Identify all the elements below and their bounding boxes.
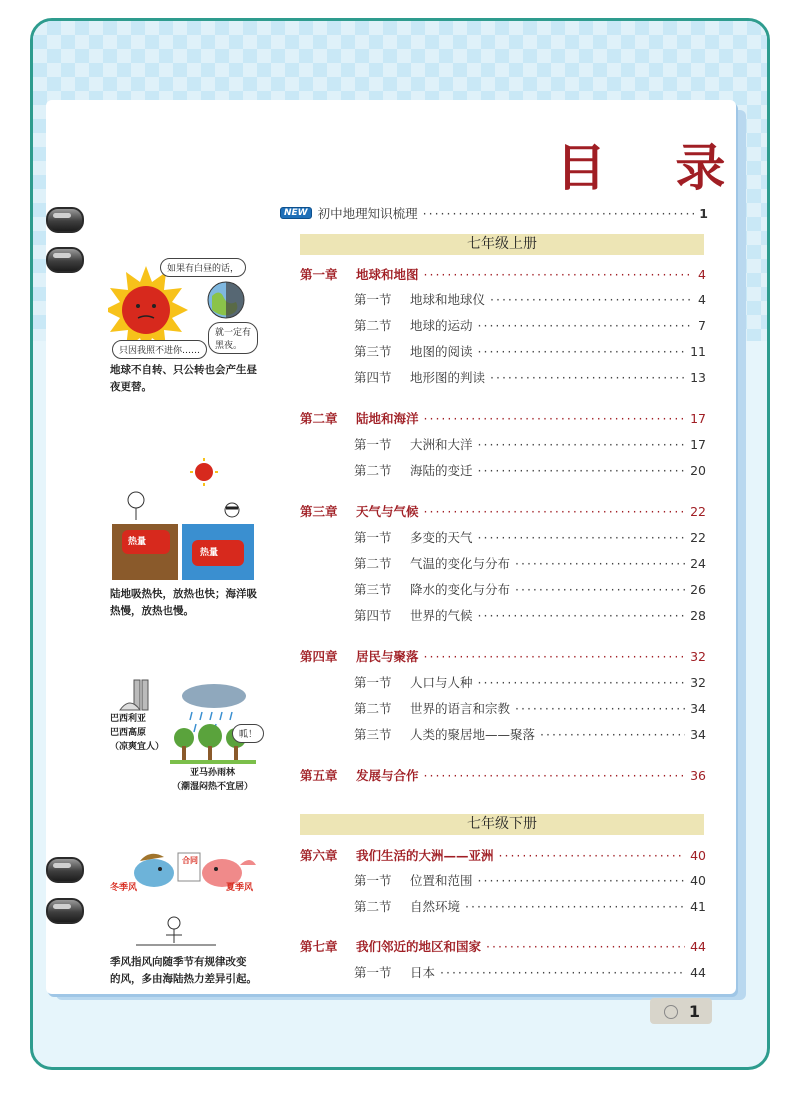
toc-section-row[interactable] [354, 673, 706, 691]
section-label: 第一节 [354, 965, 392, 980]
toc-chapter-row[interactable] [300, 937, 706, 955]
page-number-tab [650, 998, 712, 1024]
toc-section-row[interactable] [354, 699, 706, 717]
illustration-caption: 陆地吸热快，放热也快；海洋吸 热慢，放热也慢。 [110, 588, 257, 617]
section-label: 第四节 [354, 370, 392, 385]
dot-leader [490, 370, 685, 385]
grade-heading: 七年级上册 [300, 234, 704, 255]
dot-leader [424, 411, 686, 426]
toc-section-row[interactable] [354, 290, 706, 308]
toc-page-number: 32 [690, 674, 706, 690]
section-label: 第二节 [354, 556, 392, 571]
section-label: 第三节 [354, 582, 392, 597]
toc-page-number: 36 [690, 767, 706, 783]
section-title: 多变的天气 [410, 530, 473, 545]
wind-label: 夏季风 [226, 883, 254, 893]
wind-label: 冬季风 [110, 883, 138, 893]
dot-leader [424, 504, 686, 519]
dot-leader [490, 292, 693, 307]
dot-leader [423, 206, 695, 221]
toc-chapter-row[interactable] [300, 265, 706, 283]
land-ocean-heat-illustration [110, 458, 260, 584]
toc-page-number: 28 [690, 607, 706, 623]
section-label: 第二节 [354, 899, 392, 914]
chapter-label: 第一章 [300, 267, 338, 282]
section-title: 地球的运动 [410, 318, 473, 333]
chapter-label: 第二章 [300, 411, 338, 426]
toc-page-number: 4 [698, 266, 706, 282]
dot-leader [478, 608, 686, 623]
dot-leader [486, 939, 685, 954]
binder-ring-icon [46, 207, 84, 233]
toc-page-number: 17 [690, 410, 706, 426]
toc-page-number: 7 [698, 317, 706, 333]
toc-chapter-row[interactable] [300, 846, 706, 864]
chapter-label: 第七章 [300, 939, 338, 954]
region-label: 亚马孙雨林 （潮湿闷热不宜居） [172, 768, 254, 792]
new-badge: NEW [280, 207, 312, 219]
dot-leader [499, 848, 686, 863]
section-title: 人类的聚居地——聚落 [410, 727, 536, 742]
illustration-caption: 地球不自转、只公转也会产生昼 夜更替。 [110, 364, 257, 393]
toc-page-number: 24 [690, 555, 706, 571]
section-label: 第三节 [354, 727, 392, 742]
section-label: 第一节 [354, 675, 392, 690]
toc-section-row[interactable] [354, 461, 706, 479]
speech-bubble: 就一定有 黑夜。 [208, 322, 258, 354]
chapter-title: 居民与聚落 [356, 649, 419, 664]
toc-page-number: 17 [690, 436, 706, 452]
contract-label: 合同 [182, 855, 198, 865]
toc-chapter-row[interactable] [300, 766, 706, 784]
dot-leader [515, 556, 685, 571]
dot-leader [478, 318, 694, 333]
section-label: 第三节 [354, 344, 392, 359]
chapter-label: 第四章 [300, 649, 338, 664]
section-title: 世界的语言和宗教 [410, 701, 511, 716]
chapter-title: 地球和地图 [356, 267, 419, 282]
heat-label: 热量 [128, 537, 147, 547]
toc-section-row[interactable] [354, 580, 706, 598]
binder-ring-icon [46, 898, 84, 924]
speech-bubble: 呱！ [232, 724, 264, 743]
section-title: 人口与人种 [410, 675, 473, 690]
section-title: 位置和范围 [410, 873, 473, 888]
section-title: 气温的变化与分布 [410, 556, 511, 571]
toc-section-row[interactable] [354, 897, 706, 915]
dot-leader [478, 344, 686, 359]
chapter-title: 我们生活的大洲——亚洲 [356, 848, 494, 863]
toc-page-number: 22 [690, 503, 706, 519]
binder-ring-icon [46, 857, 84, 883]
dot-leader [478, 463, 686, 478]
speech-bubble: 如果有白昼的话， [160, 258, 246, 277]
toc-chapter-row[interactable] [300, 409, 706, 427]
toc-page-number: 4 [698, 291, 706, 307]
toc-intro-row[interactable] [280, 204, 708, 222]
chapter-label: 第三章 [300, 504, 338, 519]
earth-icon [208, 282, 244, 318]
speech-bubble: 只因我照不进你…… [112, 340, 207, 359]
dot-leader [424, 768, 686, 783]
page-number: 1 [688, 1001, 700, 1021]
dot-leader [424, 649, 686, 664]
toc-section-row[interactable] [354, 871, 706, 889]
dot-leader [440, 965, 685, 980]
section-title: 日本 [410, 965, 436, 980]
toc-page-number: 34 [690, 726, 706, 742]
toc-page-number: 11 [690, 343, 706, 359]
section-title: 地图的阅读 [410, 344, 473, 359]
toc-page-number: 44 [690, 964, 706, 980]
page-title: 目 录 [556, 138, 752, 197]
toc-page-number: 32 [690, 648, 706, 664]
dot-leader [478, 873, 686, 888]
toc-page-number: 40 [690, 847, 706, 863]
dot-leader [465, 899, 685, 914]
section-title: 地形图的判读 [410, 370, 486, 385]
toc-page-number: 20 [690, 462, 706, 478]
section-label: 第一节 [354, 292, 392, 307]
heat-label: 热量 [200, 548, 219, 558]
section-label: 第二节 [354, 701, 392, 716]
section-label: 第二节 [354, 318, 392, 333]
section-title: 地球和地球仪 [410, 292, 486, 307]
toc-section-row[interactable] [354, 963, 706, 981]
toc-chapter-row[interactable] [300, 647, 706, 665]
dot-leader [515, 701, 685, 716]
building-icon [120, 680, 148, 710]
leaf-icon [664, 1005, 678, 1019]
toc-page-number: 1 [699, 205, 708, 221]
dot-leader [478, 675, 686, 690]
sun-icon [190, 458, 218, 486]
section-title: 世界的气候 [410, 608, 473, 623]
chapter-title: 发展与合作 [356, 768, 419, 783]
toc-section-row[interactable] [354, 368, 706, 386]
section-title: 降水的变化与分布 [410, 582, 511, 597]
winter-wind-bird-icon [134, 854, 174, 887]
grade-heading: 七年级下册 [300, 814, 704, 835]
section-title: 大洲和大洋 [410, 437, 473, 452]
toc-chapter-row[interactable] [300, 502, 706, 520]
section-label: 第四节 [354, 608, 392, 623]
dot-leader [540, 727, 685, 742]
toc-page-number: 26 [690, 581, 706, 597]
section-title: 自然环境 [410, 899, 461, 914]
section-label: 第一节 [354, 530, 392, 545]
toc-page-number: 13 [690, 369, 706, 385]
region-label: 巴西利亚 巴西高原 （凉爽宜人） [110, 714, 165, 752]
dot-leader [478, 437, 686, 452]
toc-section-row[interactable] [354, 342, 706, 360]
binder-ring-icon [46, 247, 84, 273]
chapter-label: 第五章 [300, 768, 338, 783]
illustration-caption: 季风指风向随季节有规律改变 的风，多由海陆热力差异引起。 [110, 956, 257, 985]
toc-section-row[interactable] [354, 725, 706, 743]
dot-leader [424, 267, 694, 282]
toc-page-number: 41 [690, 898, 706, 914]
toc-section-row[interactable] [354, 528, 706, 546]
chapter-label: 第六章 [300, 848, 338, 863]
toc-page-number: 44 [690, 938, 706, 954]
dot-leader [478, 530, 686, 545]
chapter-title: 我们邻近的地区和国家 [356, 939, 482, 954]
toc-page-number: 40 [690, 872, 706, 888]
chapter-title: 天气与气候 [356, 504, 419, 519]
toc-page-number: 34 [690, 700, 706, 716]
toc-section-row[interactable] [354, 316, 706, 334]
section-title: 海陆的变迁 [410, 463, 473, 478]
toc-section-row[interactable] [354, 435, 706, 453]
section-label: 第二节 [354, 463, 392, 478]
toc-section-row[interactable] [354, 554, 706, 572]
farmer-icon [166, 917, 182, 943]
dot-leader [515, 582, 685, 597]
toc-section-row[interactable] [354, 606, 706, 624]
toc-page-number: 22 [690, 529, 706, 545]
section-label: 第一节 [354, 873, 392, 888]
chapter-title: 陆地和海洋 [356, 411, 419, 426]
section-label: 第一节 [354, 437, 392, 452]
toc-intro-label: 初中地理知识梳理 [317, 206, 418, 221]
